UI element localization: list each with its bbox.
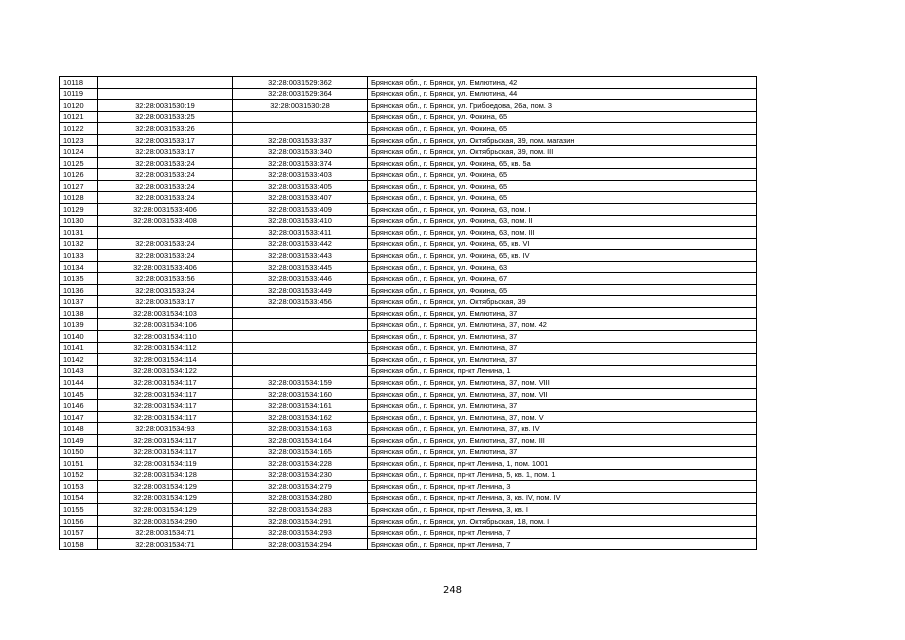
parent-cadastral-number-cell: 32:28:0031533:17 xyxy=(98,146,233,158)
row-number-cell: 10133 xyxy=(60,250,98,262)
row-number-cell: 10155 xyxy=(60,504,98,516)
table-row xyxy=(60,388,757,400)
address-cell: Брянская обл., г. Брянск, ул. Фокина, 65 xyxy=(368,111,757,123)
table-row xyxy=(60,227,757,239)
cadastral-number-cell: 32:28:0031533:442 xyxy=(233,238,368,250)
address-cell: Брянская обл., г. Брянск, ул. Фокина, 65, кв. IV xyxy=(368,250,757,262)
address-cell: Брянская обл., г. Брянск, ул. Емлютина, 37, пом. VIII xyxy=(368,377,757,389)
row-number-cell: 10143 xyxy=(60,365,98,377)
parent-cadastral-number-cell: 32:28:0031530:19 xyxy=(98,100,233,112)
address-cell: Брянская обл., г. Брянск, ул. Октябрьская, 39, пом. III xyxy=(368,146,757,158)
row-number-cell: 10142 xyxy=(60,354,98,366)
table-row xyxy=(60,342,757,354)
cadastral-number-cell: 32:28:0031534:160 xyxy=(233,388,368,400)
address-cell: Брянская обл., г. Брянск, ул. Емлютина, 37, пом. III xyxy=(368,434,757,446)
cadastral-number-cell: 32:28:0031534:279 xyxy=(233,481,368,493)
table-row xyxy=(60,284,757,296)
cadastral-number-cell: 32:28:0031530:28 xyxy=(233,100,368,112)
table-row xyxy=(60,423,757,435)
address-cell: Брянская обл., г. Брянск, пр-кт Ленина, 7 xyxy=(368,527,757,539)
row-number-cell: 10147 xyxy=(60,411,98,423)
parent-cadastral-number-cell: 32:28:0031534:71 xyxy=(98,527,233,539)
cadastral-number-cell: 32:28:0031534:164 xyxy=(233,434,368,446)
row-number-cell: 10148 xyxy=(60,423,98,435)
cadastral-number-cell: 32:28:0031533:445 xyxy=(233,261,368,273)
address-cell: Брянская обл., г. Брянск, ул. Фокина, 65 xyxy=(368,180,757,192)
cadastral-number-cell xyxy=(233,342,368,354)
address-cell: Брянская обл., г. Брянск, ул. Емлютина, 37, пом. 42 xyxy=(368,319,757,331)
parent-cadastral-number-cell: 32:28:0031533:24 xyxy=(98,180,233,192)
parent-cadastral-number-cell: 32:28:0031534:103 xyxy=(98,307,233,319)
parent-cadastral-number-cell: 32:28:0031533:24 xyxy=(98,238,233,250)
row-number-cell: 10134 xyxy=(60,261,98,273)
row-number-cell: 10126 xyxy=(60,169,98,181)
table-row xyxy=(60,527,757,539)
address-cell: Брянская обл., г. Брянск, пр-кт Ленина, 1 xyxy=(368,365,757,377)
table-row xyxy=(60,250,757,262)
cadastral-number-cell xyxy=(233,319,368,331)
address-cell: Брянская обл., г. Брянск, ул. Октябрьская, 39 xyxy=(368,296,757,308)
parent-cadastral-number-cell: 32:28:0031533:24 xyxy=(98,284,233,296)
cadastral-number-cell: 32:28:0031533:446 xyxy=(233,273,368,285)
row-number-cell: 10124 xyxy=(60,146,98,158)
table-row xyxy=(60,400,757,412)
address-cell: Брянская обл., г. Брянск, ул. Емлютина, 37 xyxy=(368,331,757,343)
address-cell: Брянская обл., г. Брянск, ул. Фокина, 65 xyxy=(368,123,757,135)
parent-cadastral-number-cell: 32:28:0031533:24 xyxy=(98,169,233,181)
row-number-cell: 10139 xyxy=(60,319,98,331)
table-row xyxy=(60,123,757,135)
row-number-cell: 10146 xyxy=(60,400,98,412)
table-row xyxy=(60,296,757,308)
document-page xyxy=(59,76,757,550)
row-number-cell: 10152 xyxy=(60,469,98,481)
row-number-cell: 10130 xyxy=(60,215,98,227)
parent-cadastral-number-cell: 32:28:0031533:17 xyxy=(98,296,233,308)
cadastral-number-cell: 32:28:0031534:280 xyxy=(233,492,368,504)
parent-cadastral-number-cell: 32:28:0031534:129 xyxy=(98,504,233,516)
table-row xyxy=(60,134,757,146)
table-row xyxy=(60,100,757,112)
table-row xyxy=(60,146,757,158)
row-number-cell: 10131 xyxy=(60,227,98,239)
parent-cadastral-number-cell: 32:28:0031534:114 xyxy=(98,354,233,366)
parent-cadastral-number-cell: 32:28:0031534:112 xyxy=(98,342,233,354)
address-cell: Брянская обл., г. Брянск, пр-кт Ленина, 3 xyxy=(368,481,757,493)
table-row xyxy=(60,180,757,192)
parent-cadastral-number-cell: 32:28:0031533:26 xyxy=(98,123,233,135)
table-row xyxy=(60,446,757,458)
row-number-cell: 10140 xyxy=(60,331,98,343)
parent-cadastral-number-cell: 32:28:0031534:129 xyxy=(98,492,233,504)
row-number-cell: 10145 xyxy=(60,388,98,400)
address-cell: Брянская обл., г. Брянск, ул. Фокина, 63, пом. I xyxy=(368,204,757,216)
parent-cadastral-number-cell: 32:28:0031533:24 xyxy=(98,157,233,169)
table-row xyxy=(60,377,757,389)
table-row xyxy=(60,481,757,493)
row-number-cell: 10154 xyxy=(60,492,98,504)
parent-cadastral-number-cell: 32:28:0031534:110 xyxy=(98,331,233,343)
address-cell: Брянская обл., г. Брянск, ул. Емлютина, 37 xyxy=(368,354,757,366)
cadastral-number-cell: 32:28:0031534:165 xyxy=(233,446,368,458)
table-row xyxy=(60,434,757,446)
parent-cadastral-number-cell: 32:28:0031534:129 xyxy=(98,481,233,493)
parent-cadastral-number-cell: 32:28:0031533:406 xyxy=(98,204,233,216)
page-number: 248 xyxy=(442,585,463,596)
address-cell: Брянская обл., г. Брянск, ул. Фокина, 65, кв. 5а xyxy=(368,157,757,169)
row-number-cell: 10149 xyxy=(60,434,98,446)
parent-cadastral-number-cell: 32:28:0031534:106 xyxy=(98,319,233,331)
parent-cadastral-number-cell xyxy=(98,88,233,100)
parent-cadastral-number-cell: 32:28:0031534:290 xyxy=(98,515,233,527)
row-number-cell: 10119 xyxy=(60,88,98,100)
parent-cadastral-number-cell: 32:28:0031534:71 xyxy=(98,538,233,550)
row-number-cell: 10141 xyxy=(60,342,98,354)
address-cell: Брянская обл., г. Брянск, ул. Емлютина, 37, кв. IV xyxy=(368,423,757,435)
cadastral-number-cell: 32:28:0031534:163 xyxy=(233,423,368,435)
parent-cadastral-number-cell: 32:28:0031533:17 xyxy=(98,134,233,146)
parent-cadastral-number-cell: 32:28:0031534:93 xyxy=(98,423,233,435)
address-cell: Брянская обл., г. Брянск, ул. Фокина, 65, кв. VI xyxy=(368,238,757,250)
address-cell: Брянская обл., г. Брянск, ул. Фокина, 63 xyxy=(368,261,757,273)
parent-cadastral-number-cell xyxy=(98,77,233,89)
cadastral-number-cell: 32:28:0031534:228 xyxy=(233,458,368,470)
cadastral-number-cell: 32:28:0031534:162 xyxy=(233,411,368,423)
parent-cadastral-number-cell: 32:28:0031534:117 xyxy=(98,446,233,458)
row-number-cell: 10153 xyxy=(60,481,98,493)
cadastral-number-cell: 32:28:0031533:340 xyxy=(233,146,368,158)
address-cell: Брянская обл., г. Брянск, ул. Емлютина, 37 xyxy=(368,307,757,319)
table-row xyxy=(60,192,757,204)
table-row xyxy=(60,365,757,377)
parent-cadastral-number-cell xyxy=(98,227,233,239)
table-row xyxy=(60,515,757,527)
row-number-cell: 10138 xyxy=(60,307,98,319)
row-number-cell: 10136 xyxy=(60,284,98,296)
row-number-cell: 10120 xyxy=(60,100,98,112)
address-cell: Брянская обл., г. Брянск, пр-кт Ленина, 3, кв. I xyxy=(368,504,757,516)
table-row xyxy=(60,458,757,470)
address-cell: Брянская обл., г. Брянск, ул. Фокина, 63, пом. II xyxy=(368,215,757,227)
cadastral-number-cell xyxy=(233,307,368,319)
address-cell: Брянская обл., г. Брянск, ул. Емлютина, 42 xyxy=(368,77,757,89)
table-row xyxy=(60,111,757,123)
parent-cadastral-number-cell: 32:28:0031534:117 xyxy=(98,411,233,423)
cadastral-number-cell: 32:28:0031534:230 xyxy=(233,469,368,481)
cadastral-number-cell: 32:28:0031533:409 xyxy=(233,204,368,216)
cadastral-number-cell xyxy=(233,354,368,366)
parent-cadastral-number-cell: 32:28:0031534:122 xyxy=(98,365,233,377)
parent-cadastral-number-cell: 32:28:0031533:24 xyxy=(98,192,233,204)
row-number-cell: 10151 xyxy=(60,458,98,470)
table-row xyxy=(60,354,757,366)
table-row xyxy=(60,273,757,285)
table-row xyxy=(60,319,757,331)
cadastral-number-cell: 32:28:0031534:283 xyxy=(233,504,368,516)
row-number-cell: 10137 xyxy=(60,296,98,308)
cadastral-number-cell: 32:28:0031533:456 xyxy=(233,296,368,308)
row-number-cell: 10128 xyxy=(60,192,98,204)
parent-cadastral-number-cell: 32:28:0031533:406 xyxy=(98,261,233,273)
table-row xyxy=(60,411,757,423)
cadastral-number-cell: 32:28:0031529:364 xyxy=(233,88,368,100)
table-row xyxy=(60,215,757,227)
cadastral-number-cell xyxy=(233,111,368,123)
address-cell: Брянская обл., г. Брянск, ул. Фокина, 65 xyxy=(368,284,757,296)
address-cell: Брянская обл., г. Брянск, ул. Октябрьская, 39, пом. магазин xyxy=(368,134,757,146)
address-cell: Брянская обл., г. Брянск, ул. Емлютина, 37 xyxy=(368,446,757,458)
address-cell: Брянская обл., г. Брянск, ул. Фокина, 63, пом. III xyxy=(368,227,757,239)
cadastral-number-cell: 32:28:0031533:443 xyxy=(233,250,368,262)
row-number-cell: 10144 xyxy=(60,377,98,389)
table-row xyxy=(60,169,757,181)
address-cell: Брянская обл., г. Брянск, ул. Грибоедова, 26а, пом. 3 xyxy=(368,100,757,112)
cadastral-number-cell xyxy=(233,331,368,343)
cadastral-number-cell: 32:28:0031534:159 xyxy=(233,377,368,389)
cadastral-number-cell: 32:28:0031534:291 xyxy=(233,515,368,527)
address-cell: Брянская обл., г. Брянск, ул. Фокина, 67 xyxy=(368,273,757,285)
table-row xyxy=(60,261,757,273)
row-number-cell: 10150 xyxy=(60,446,98,458)
address-cell: Брянская обл., г. Брянск, ул. Емлютина, 37, пом. VII xyxy=(368,388,757,400)
cadastral-number-cell: 32:28:0031533:411 xyxy=(233,227,368,239)
cadastral-number-cell: 32:28:0031534:161 xyxy=(233,400,368,412)
cadastral-table xyxy=(59,76,757,550)
table-row xyxy=(60,307,757,319)
table-row xyxy=(60,204,757,216)
table-row xyxy=(60,538,757,550)
parent-cadastral-number-cell: 32:28:0031534:128 xyxy=(98,469,233,481)
address-cell: Брянская обл., г. Брянск, ул. Емлютина, 37, пом. V xyxy=(368,411,757,423)
address-cell: Брянская обл., г. Брянск, пр-кт Ленина, 5, кв. 1, пом. 1 xyxy=(368,469,757,481)
parent-cadastral-number-cell: 32:28:0031533:25 xyxy=(98,111,233,123)
row-number-cell: 10156 xyxy=(60,515,98,527)
row-number-cell: 10157 xyxy=(60,527,98,539)
table-row xyxy=(60,504,757,516)
parent-cadastral-number-cell: 32:28:0031534:117 xyxy=(98,388,233,400)
cadastral-number-cell: 32:28:0031533:337 xyxy=(233,134,368,146)
parent-cadastral-number-cell: 32:28:0031533:408 xyxy=(98,215,233,227)
row-number-cell: 10127 xyxy=(60,180,98,192)
table-body xyxy=(60,77,757,550)
cadastral-number-cell: 32:28:0031529:362 xyxy=(233,77,368,89)
parent-cadastral-number-cell: 32:28:0031534:119 xyxy=(98,458,233,470)
parent-cadastral-number-cell: 32:28:0031533:56 xyxy=(98,273,233,285)
row-number-cell: 10132 xyxy=(60,238,98,250)
cadastral-number-cell: 32:28:0031533:410 xyxy=(233,215,368,227)
cadastral-number-cell: 32:28:0031534:294 xyxy=(233,538,368,550)
address-cell: Брянская обл., г. Брянск, ул. Фокина, 65 xyxy=(368,169,757,181)
table-row xyxy=(60,77,757,89)
table-row xyxy=(60,469,757,481)
row-number-cell: 10123 xyxy=(60,134,98,146)
address-cell: Брянская обл., г. Брянск, пр-кт Ленина, 3, кв. IV, пом. IV xyxy=(368,492,757,504)
table-row xyxy=(60,88,757,100)
table-row xyxy=(60,238,757,250)
address-cell: Брянская обл., г. Брянск, пр-кт Ленина, 1, пом. 1001 xyxy=(368,458,757,470)
row-number-cell: 10158 xyxy=(60,538,98,550)
row-number-cell: 10122 xyxy=(60,123,98,135)
address-cell: Брянская обл., г. Брянск, ул. Емлютина, 37 xyxy=(368,400,757,412)
address-cell: Брянская обл., г. Брянск, ул. Фокина, 65 xyxy=(368,192,757,204)
parent-cadastral-number-cell: 32:28:0031534:117 xyxy=(98,400,233,412)
cadastral-number-cell xyxy=(233,365,368,377)
table-row xyxy=(60,492,757,504)
row-number-cell: 10125 xyxy=(60,157,98,169)
row-number-cell: 10135 xyxy=(60,273,98,285)
parent-cadastral-number-cell: 32:28:0031533:24 xyxy=(98,250,233,262)
cadastral-number-cell: 32:28:0031533:405 xyxy=(233,180,368,192)
address-cell: Брянская обл., г. Брянск, пр-кт Ленина, 7 xyxy=(368,538,757,550)
cadastral-number-cell: 32:28:0031533:403 xyxy=(233,169,368,181)
cadastral-number-cell: 32:28:0031533:374 xyxy=(233,157,368,169)
address-cell: Брянская обл., г. Брянск, ул. Емлютина, 37 xyxy=(368,342,757,354)
table-row xyxy=(60,331,757,343)
cadastral-number-cell: 32:28:0031534:293 xyxy=(233,527,368,539)
cadastral-number-cell xyxy=(233,123,368,135)
parent-cadastral-number-cell: 32:28:0031534:117 xyxy=(98,434,233,446)
address-cell: Брянская обл., г. Брянск, ул. Октябрьская, 18, пом. I xyxy=(368,515,757,527)
address-cell: Брянская обл., г. Брянск, ул. Емлютина, 44 xyxy=(368,88,757,100)
cadastral-number-cell: 32:28:0031533:449 xyxy=(233,284,368,296)
row-number-cell: 10121 xyxy=(60,111,98,123)
row-number-cell: 10118 xyxy=(60,77,98,89)
table-row xyxy=(60,157,757,169)
row-number-cell: 10129 xyxy=(60,204,98,216)
parent-cadastral-number-cell: 32:28:0031534:117 xyxy=(98,377,233,389)
cadastral-number-cell: 32:28:0031533:407 xyxy=(233,192,368,204)
